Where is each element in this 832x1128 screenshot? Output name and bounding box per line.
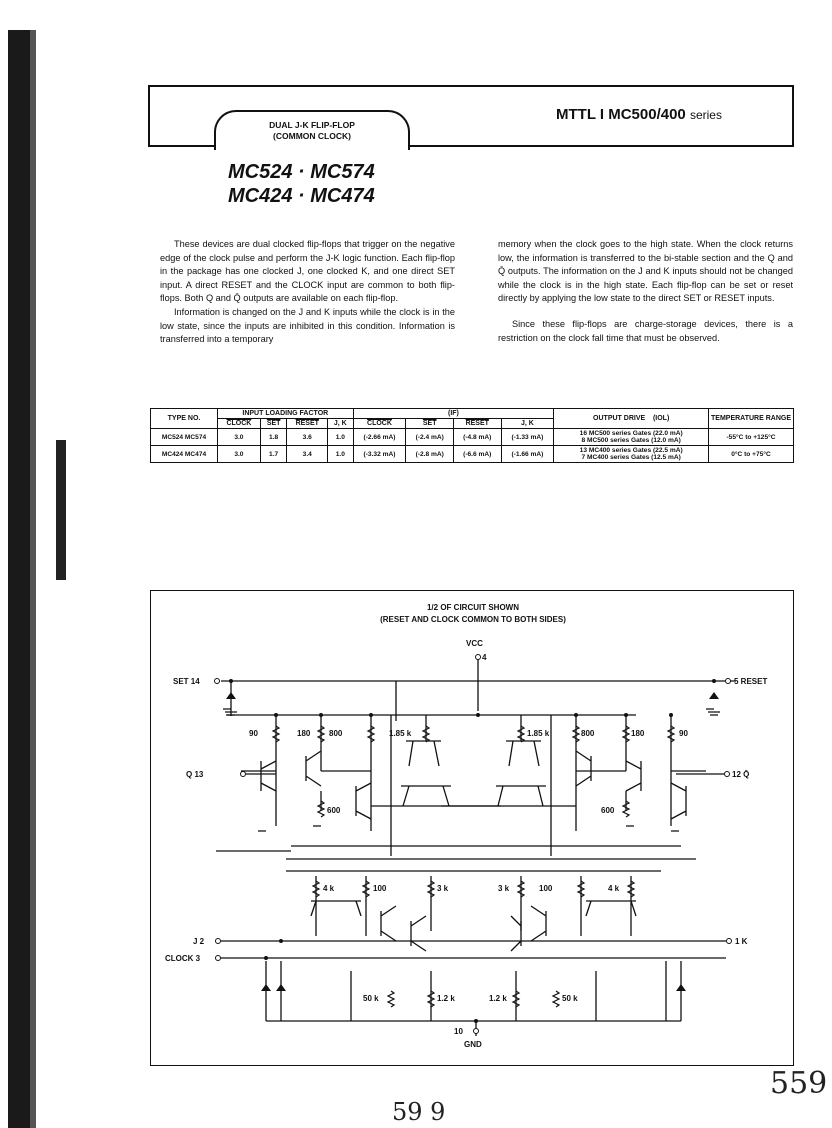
cell: 1.0 [328,446,354,463]
cell: (-3.32 mA) [353,446,406,463]
cell: 3.0 [218,429,261,446]
svg-text:800: 800 [581,729,595,738]
svg-text:180: 180 [297,729,311,738]
svg-text:50 k: 50 k [562,994,578,1003]
th-loading: INPUT LOADING FACTOR [218,409,354,419]
pin4-label: 4 [482,653,487,662]
cell-temp: 0°C to +75°C [709,446,794,463]
svg-text:50 k: 50 k [363,994,379,1003]
paragraph: Information is changed on the J and K inputs while the clock is in the low state, since the inputs are inhibited in this condition. Information is transferred into a temporary [160,306,455,345]
svg-text:100: 100 [373,884,387,893]
th-sub: CLOCK [353,419,406,429]
body-right-column [498,238,793,345]
cell: 3.0 [218,446,261,463]
svg-text:4 k: 4 k [323,884,335,893]
th-sub: J, K [328,419,354,429]
th-sub: RESET [453,419,501,429]
scan-edge [8,30,30,1128]
cell: (-2.66 mA) [353,429,406,446]
handwritten-note: 559 [770,1066,828,1101]
header-tab [214,110,410,150]
qbar-pin-label: 12 Q̄ [732,770,750,779]
cell-type: MC524 MC574 [151,429,218,446]
circuit-diagram-box [150,590,794,1066]
resistors [273,726,674,1007]
resistor-labels [249,729,688,1003]
cell-temp: -55°C to +125°C [709,429,794,446]
svg-text:90: 90 [679,729,688,738]
clock-pin-label: CLOCK 3 [165,954,201,963]
cell: (-6.6 mA) [453,446,501,463]
series-suffix: series [689,108,722,122]
cell: 1.7 [260,446,287,463]
svg-text:180: 180 [631,729,645,738]
th-sub: $\overline{SET}$ [260,419,287,429]
svg-text:1.2 k: 1.2 k [437,994,455,1003]
svg-text:100: 100 [539,884,553,893]
circuit-schematic [151,591,795,1067]
th-sub: $\overline{SET}$ [406,419,454,429]
th-output: OUTPUT DRIVE (IOL) [554,409,709,429]
cell: (-2.8 mA) [406,446,454,463]
q-pin-label: Q 13 [186,770,204,779]
th-sub: J, K [501,419,554,429]
j-pin-label: J 2 [193,937,205,946]
table-row [151,429,794,446]
tab-line2: (COMMON CLOCK) [273,131,351,141]
cell: (-1.66 mA) [501,446,554,463]
parts-line1: MC524 · MC574 [228,161,375,183]
cell: 3.6 [287,429,328,446]
svg-text:600: 600 [601,806,615,815]
cell: 1.8 [260,429,287,446]
vcc-label: VCC [466,639,483,648]
k-pin-label: 1 K [735,937,748,946]
circuit-title: 1/2 OF CIRCUIT SHOWN [426,603,520,612]
scan-artifact [56,440,66,580]
svg-text:600: 600 [327,806,341,815]
part-numbers [228,160,375,208]
series-main: MTTL I MC500/400 [556,106,686,123]
cell-output: 13 MC400 series Gates (22.5 mA) 7 MC400 series Gates (12.5 mA) [554,446,709,463]
cell-output: 16 MC500 series Gates (22.0 mA) 8 MC500 series Gates (12.0 mA) [554,429,709,446]
th-sub: CLOCK [218,419,261,429]
svg-text:1.85 k: 1.85 k [527,729,550,738]
series-title [556,106,722,123]
cell: 1.0 [328,429,354,446]
svg-text:1.85 k: 1.85 k [389,729,412,738]
table-row [151,446,794,463]
svg-text:90: 90 [249,729,258,738]
cell: (-2.4 mA) [406,429,454,446]
tab-line1: DUAL J-K FLIP-FLOP [269,120,355,130]
handwritten-page-number: 59 9 [392,1098,446,1126]
parts-line2: MC424 · MC474 [228,185,375,207]
svg-text:800: 800 [329,729,343,738]
cell: 3.4 [287,446,328,463]
svg-text:1.2 k: 1.2 k [489,994,507,1003]
gnd-label: GND [464,1040,482,1049]
th-type: TYPE NO. [151,409,218,429]
gnd-pin-label: 10 [454,1027,463,1036]
circuit-subtitle: (RESET AND CLOCK COMMON TO BOTH SIDES) [380,615,566,624]
reset-pin-label: 5 RESET [734,677,768,686]
body-left-column [160,238,455,347]
th-if: (IF) [353,409,554,419]
svg-text:3 k: 3 k [498,884,510,893]
svg-text:3 k: 3 k [437,884,449,893]
cell: (-1.33 mA) [501,429,554,446]
cell: (-4.8 mA) [453,429,501,446]
th-sub: RESET [287,419,328,429]
paragraph: These devices are dual clocked flip-flops that trigger on the negative edge of the clock pulse and perform the J-K logic function. Each flip-flop in the package has one clocked J, one clocked K, and one direct SET input. A direct RESET and the CLOCK input are common to both flip-flops. Both Q and Q̄ outputs are available on each flip-flop. [160,239,455,304]
cell-type: MC424 MC474 [151,446,218,463]
scan-edge-shadow [30,30,36,1128]
paragraph: Since these flip-flops are charge-storage devices, there is a restriction on the clock fall time that must be observed. [498,318,793,343]
set-pin-label: SET 14 [173,677,200,686]
paragraph: memory when the clock goes to the high state. When the clock returns low, the information is transferred to the bi-stable section and the Q and Q̄ outputs. The information on the J and K inputs should not be changed while the clock is in the high state. Each flip-flop can be set or reset directly by applying the low state to the direct SET or RESET inputs. [498,239,793,304]
wires [216,659,736,1036]
th-temp: TEMPERATURE RANGE [709,409,794,429]
spec-table [150,408,794,463]
svg-text:4 k: 4 k [608,884,620,893]
pin-circles [215,655,732,1034]
